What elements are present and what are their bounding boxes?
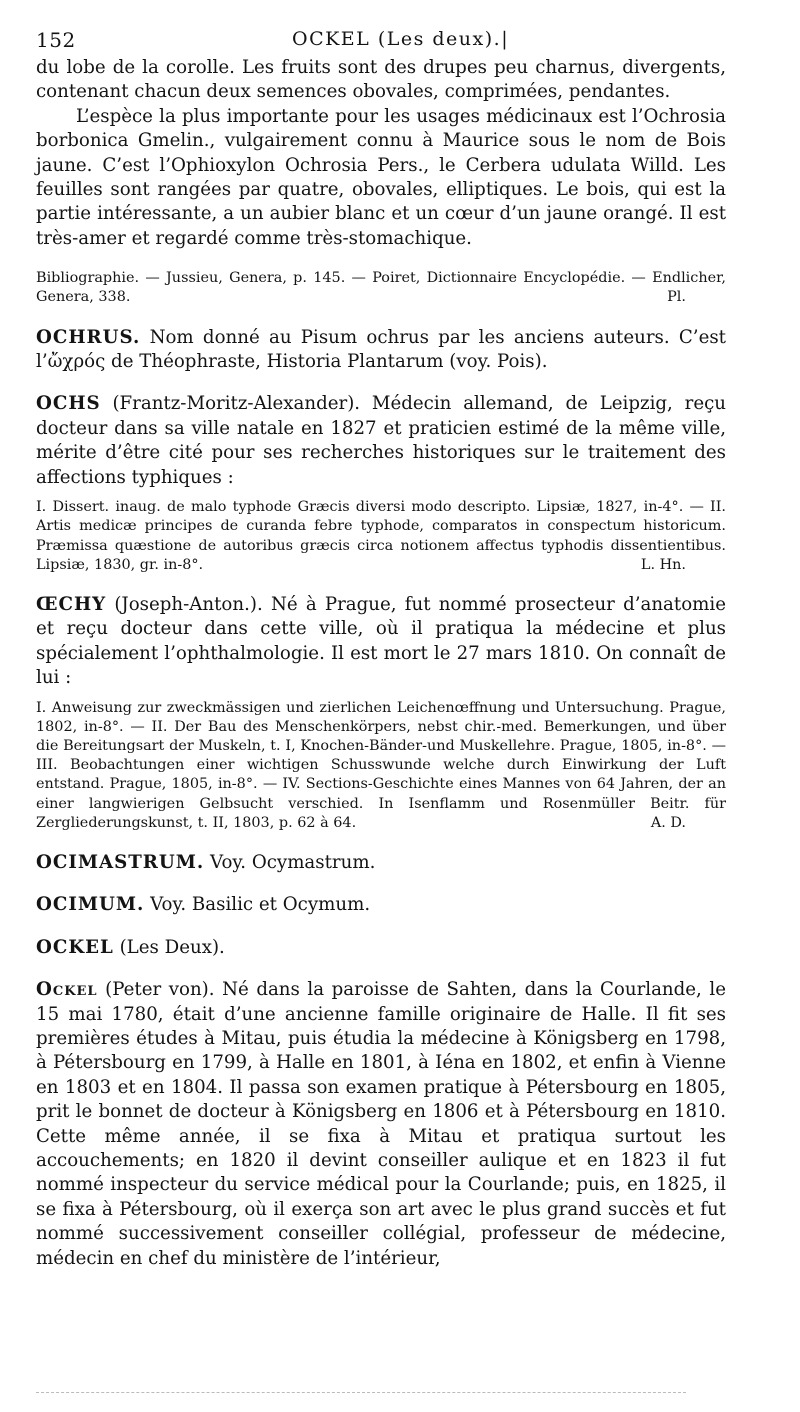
entry-oechy-text: (Joseph-Anton.). Né à Prague, fut nommé prosecteur d’anatomie et reçu docteur dans cette ville, où il pratiqua la médecine et plus spécialement l’ophthalmologie. Il est mort le 27 mars 1810. On connaît de lui : (36, 593, 726, 689)
bibliography-text: I. Dissert. inaug. de malo typhode Græcis diversi modo descripto. Lipsiæ, 1827, in-4°. — II. Artis medicæ principes de curanda febre typhode, comparatos in conspectum historicum. Præmissa quæstione de autoribus græcis circa notionem affectus typhodis dissentientibus. Lipsiæ, 1830, gr. in-8°. (36, 499, 726, 573)
bibliography-text: Bibliographie. — Jussieu, Genera, p. 145. — Poiret, Dictionnaire Encyclopédie. — Endlicher, Genera, 338. (36, 270, 726, 306)
running-title: OCKEL (Les deux).| (292, 28, 510, 50)
entry-peter-ockel-text: (Peter von). Né dans la paroisse de Sahten, dans la Courlande, le 15 mai 1780, était d’une ancienne famille originaire de Halle. Il fit ses premières études à Mitau, puis étudia la médecine à Königsberg en 1798, à Pétersbourg en 1799, à Halle en 1801, à Iéna en 1802, et enfin à Vienne en 1803 et en 1804. Il passa son examen pratique à Pétersbourg en 1805, prit le bonnet de docteur à Königsberg en 1806 et à Pétersbourg en 1810. Cette même année, il se fixa à Mitau et pratiqua surtout les accouchements; en 1820 il devint conseiller aulique et en 1823 il fut nommé inspecteur du service médical pour la Courlande; puis, en 1825, il se fixa à Pétersbourg, où il exerça son art avec le plus grand succès et fut nommé successivement conseiller collégial, professeur de médecine, médecin en chef du ministère de l’intérieur, (36, 979, 726, 1269)
paragraph-fruits: du lobe de la corolle. Les fruits sont des drupes peu charnus, divergents, contenant chacun deux semences obovales, comprimées, pendantes. (36, 57, 726, 103)
entry-ockel (36, 936, 726, 960)
entry-ocimum (36, 893, 726, 917)
entry-ocimastrum-text: Voy. Ocymastrum. (209, 851, 376, 873)
headword-ochs: OCHS (36, 393, 101, 415)
entry-ochrus (36, 326, 726, 375)
headword-ockel: OCKEL (36, 936, 114, 958)
entry-ochrus-text: Nom donné au Pisum ochrus par les anciens auteurs. C’est l’ὤχρός de Théophraste, Historia Plantarum (voy. Pois). (36, 326, 726, 373)
bibliography-oechy (36, 699, 726, 833)
bibliography-ochrosia (36, 269, 726, 307)
bibliography-text: I. Anweisung zur zweckmässigen und zierlichen Leichenœffnung und Untersuchung. Prague, 1802, in-8°. — II. Der Bau des Menschenkörpers, nebst chir.-med. Bemerkungen, und über die Bereitungsart der Muskeln, t. I, Knochen-Bänder-und Muskellehre. Prague, 1805, in-8°. — III. Beobachtungen einer wichtigen Schusswunde welche durch Einwirkung der Luft entstand. Prague, 1805, in-8°. — IV. Sections-Geschichte eines Mannes von 64 Jahren, der an einer langwierigen Gelbsucht verschied. In Isenflamm und Rosenmüller Beitr. für Zergliederungskunst, t. II, 1803, p. 62 à 64. (36, 699, 726, 831)
entry-peter-ockel (36, 978, 726, 1271)
entry-ockel-text: (Les Deux). (119, 936, 225, 958)
entry-ochs-text: (Frantz-Moritz-Alexander). Médecin allemand, de Leipzig, reçu docteur dans sa ville natale en 1827 et praticien estimé de la même ville, mérite d’être cité pour ses recherches historiques sur le traitement des affections typhiques : (36, 393, 726, 488)
entry-ochs (36, 392, 726, 490)
author-signature: A. D. (650, 814, 686, 831)
headword-ocimum: OCIMUM. (36, 894, 145, 916)
paragraph-ochrosia: L’espèce la plus importante pour les usages médicinaux est l’Ochrosia borbonica Gmelin., vulgairement connu à Maurice sous le nom de Bois jaune. C’est l’Ophioxylon Ochrosia Pers., le Cerbera udulata Willd. Les feuilles sont rangées par quatre, obovales, elliptiques. Le bois, qui est la partie intéressante, a un aubier blanc et un cœur d’un jaune orangé. Il est très-amer et regardé comme très-stomachique. (36, 105, 726, 249)
bottom-divider (36, 1392, 686, 1393)
page-number: 152 (36, 28, 76, 52)
headword-oechy: ŒCHY (36, 593, 107, 615)
author-signature: Pl. (667, 289, 686, 306)
headword-peter-ockel: Ockel (36, 979, 98, 1001)
headword-ochrus: OCHRUS. (36, 326, 141, 348)
entry-ocimum-text: Voy. Basilic et Ocymum. (150, 894, 371, 916)
page-header (36, 20, 726, 56)
headword-ocimastrum: OCIMASTRUM. (36, 851, 205, 873)
author-signature: L. Hn. (640, 556, 686, 573)
bibliography-ochs (36, 498, 726, 575)
entry-ocimastrum (36, 851, 726, 875)
document-page (36, 20, 726, 1271)
entry-oechy (36, 593, 726, 691)
